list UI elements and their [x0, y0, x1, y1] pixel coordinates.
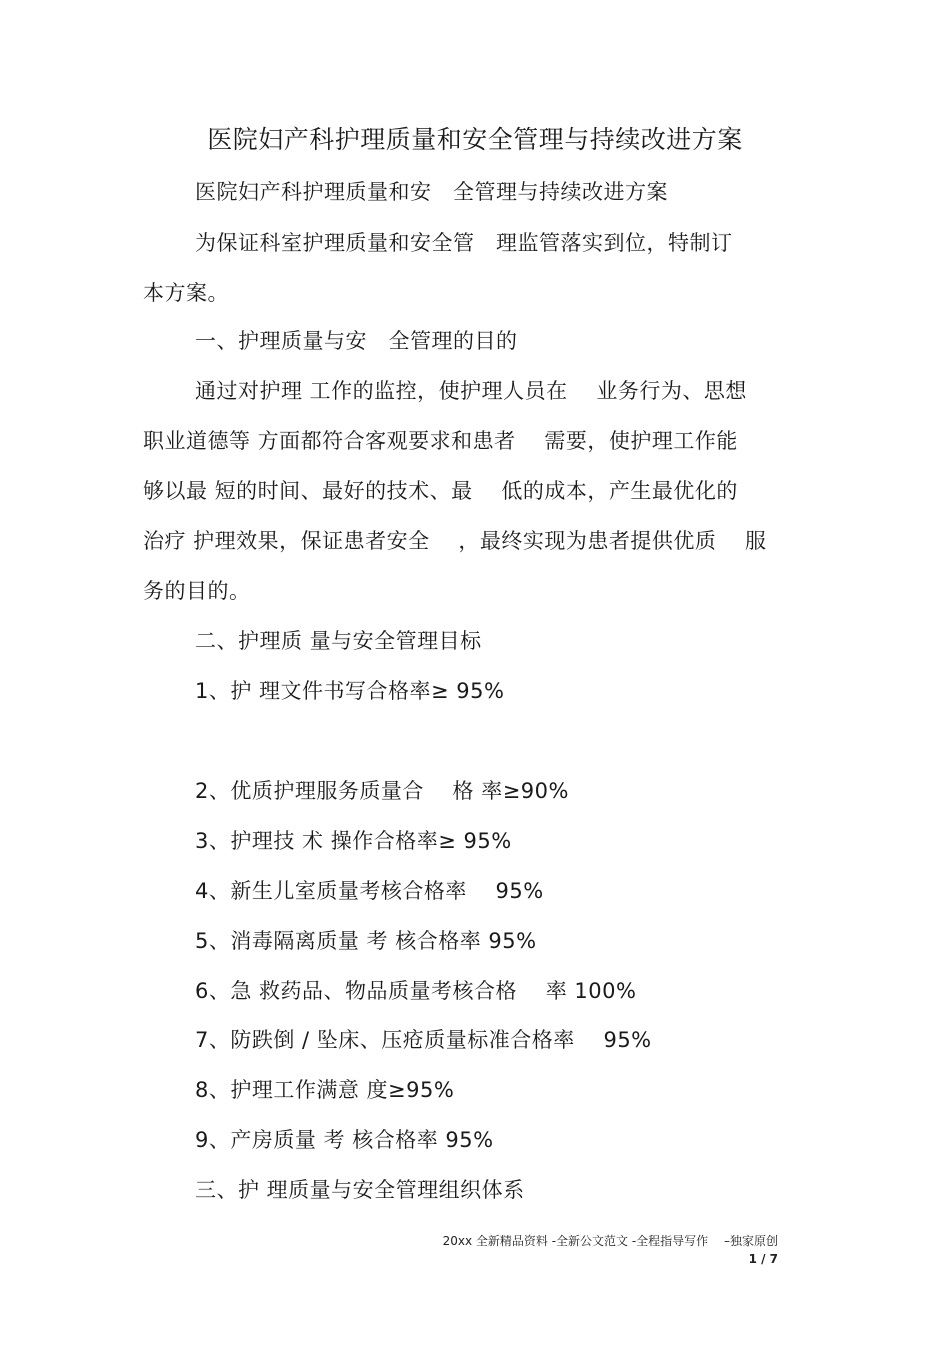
intro-line-1: 为保证科室护理质量和安全管 理监管落实到位，特制订: [195, 231, 733, 255]
goal-item: 2、优质护理服务质量合 格 率≥90%: [195, 779, 569, 803]
page-footer: 20xx 全新精品资料 -全新公文范文 -全程指导写作 –独家原创: [442, 1234, 778, 1248]
goal-item: 4、新生儿室质量考核合格率 95%: [195, 879, 544, 903]
goal-item: 8、护理工作满意 度≥95%: [195, 1078, 455, 1102]
goal-item: 6、急 救药品、物品质量考核合格 率 100%: [195, 979, 637, 1003]
section3-heading: 三、护 理质量与安全管理组织体系: [195, 1178, 525, 1202]
section2-heading: 二、护理质 量与安全管理目标: [195, 629, 482, 653]
section1-heading: 一、护理质量与安 全管理的目的: [195, 329, 518, 353]
goal-item: 9、产房质量 考 核合格率 95%: [195, 1128, 494, 1152]
goal-item: 7、防跌倒 / 坠床、压疮质量标准合格率 95%: [195, 1028, 652, 1052]
intro-line-2: 本方案。: [143, 281, 229, 305]
goal-item: 3、护理技 术 操作合格率≥ 95%: [195, 829, 512, 853]
section1-line-3: 够以最 短的时间、最好的技术、最 低的成本，产生最优化的: [143, 479, 738, 503]
section1-line-2: 职业道德等 方面都符合客观要求和患者 需要，使护理工作能: [143, 429, 738, 453]
goal-item: 5、消毒隔离质量 考 核合格率 95%: [195, 929, 537, 953]
document-title: 医院妇产科护理质量和安全管理与持续改进方案: [207, 125, 743, 154]
section1-line-5: 务的目的。: [143, 579, 251, 603]
section1-line-4: 治疗 护理效果，保证患者安全 ，最终实现为患者提供优质 服: [143, 529, 767, 553]
goal-item: 1、护 理文件书写合格率≥ 95%: [195, 679, 505, 703]
page-number: 1 / 7: [748, 1252, 778, 1266]
section1-line-1: 通过对护理 工作的监控，使护理人员在 业务行为、思想: [195, 379, 747, 403]
subtitle: 医院妇产科护理质量和安 全管理与持续改进方案: [195, 180, 668, 204]
